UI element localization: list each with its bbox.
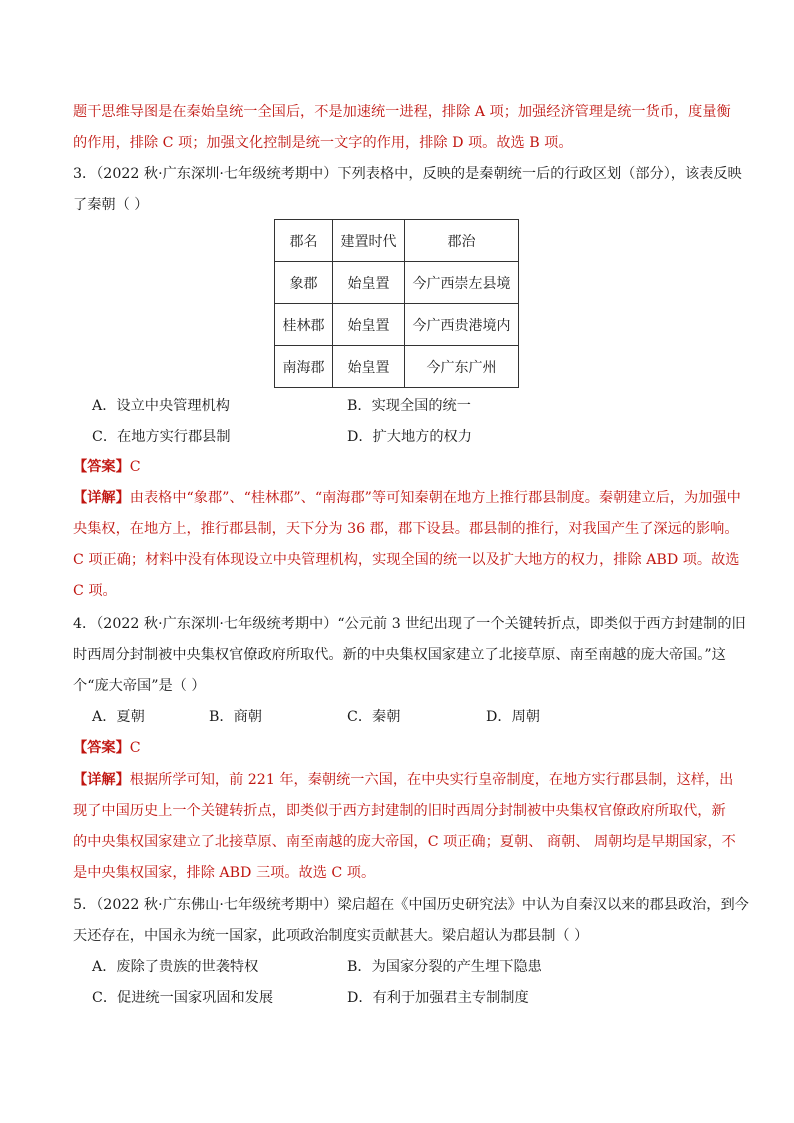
q5-option-c: C．促进统一国家巩固和发展	[92, 990, 274, 1006]
answer-value: C	[129, 740, 141, 756]
intro-line-2: 的作用，排除 C 项；加强文化控制是统一文字的作用，排除 D 项。故选 B 项。	[73, 135, 573, 151]
q4-detail-line-2: 现了中国历史上一个关键转折点，即类似于西方封建制的旧时西周分封制被中央集权官僚政府所取代，新	[73, 803, 726, 819]
q4-option-c: C．秦朝	[347, 709, 401, 725]
detail-text: 根据所学可知，前 221 年，秦朝统一六国，在中央实行皇帝制度，在地方实行郡县制，这样，出	[129, 772, 734, 788]
table-header-cell: 郡名	[275, 220, 333, 262]
table-cell: 桂林郡	[275, 304, 333, 346]
table-header-row	[275, 220, 519, 262]
q4-option-d: D．周朝	[486, 709, 540, 725]
q4-detail-line-3: 的中央集权国家建立了北接草原、南至南越的庞大帝国，C 项正确；夏朝、 商朝、 周朝均是早期国家，不	[73, 834, 736, 850]
q3-stem-line-2: 了秦朝（ ）	[73, 197, 149, 213]
q3-option-a: A．设立中央管理机构	[92, 398, 230, 414]
answer-value: C	[129, 459, 141, 475]
table-cell: 今广东广州	[405, 346, 519, 388]
table-cell: 始皇置	[333, 346, 405, 388]
q3-option-d: D．扩大地方的权力	[347, 429, 472, 445]
table-cell: 象郡	[275, 262, 333, 304]
answer-tag: 【答案】	[73, 459, 130, 475]
table-cell: 今广西贵港境内	[405, 304, 519, 346]
q3-stem-line-1: 3．（2022 秋·广东深圳·七年级统考期中）下列表格中，反映的是秦朝统一后的行政区划（部分），该表反映	[73, 166, 742, 182]
q3-option-b: B．实现全国的统一	[347, 398, 471, 414]
table-row	[275, 304, 519, 346]
q4-stem-line-2: 时西周分封制被中央集权官僚政府所取代。新的中央集权国家建立了北接草原、南至南越的庞大帝国。”这	[73, 647, 726, 663]
table-row	[275, 346, 519, 388]
table-row	[275, 262, 519, 304]
table-header-cell: 建置时代	[333, 220, 405, 262]
table-cell: 始皇置	[333, 304, 405, 346]
q5-option-b: B．为国家分裂的产生埋下隐患	[347, 959, 542, 975]
intro-line-1: 题干思维导图是在秦始皇统一全国后，不是加速统一进程，排除 A 项；加强经济管理是统一货币，度量衡	[73, 104, 731, 120]
q4-detail-line-1	[73, 770, 733, 790]
q5-stem-line-2: 天还存在，中国永为统一国家，此项政治制度实贡献甚大。梁启超认为郡县制（ ）	[73, 928, 589, 944]
q4-stem-line-3: 个“庞大帝国”是（ ）	[73, 678, 206, 694]
table-cell: 南海郡	[275, 346, 333, 388]
q4-stem-line-1: 4．（2022 秋·广东深圳·七年级统考期中）“公元前 3 世纪出现了一个关键转折点，即类似于西方封建制的旧	[73, 616, 746, 632]
q5-option-d: D．有利于加强君主专制制度	[347, 990, 529, 1006]
q3-detail-line-1	[73, 488, 741, 508]
detail-text: 由表格中“象郡”、“桂林郡”、“南海郡”等可知秦朝在地方上推行郡县制度。秦朝建立后，为加强中	[129, 490, 741, 506]
q3-option-c: C．在地方实行郡县制	[92, 429, 231, 445]
q3-detail-line-3: C 项正确；材料中没有体现设立中央管理机构，实现全国的统一以及扩大地方的权力，排除 ABD 项。故选	[73, 552, 740, 568]
table-header-cell: 郡治	[405, 220, 519, 262]
q4-detail-line-4: 是中央集权国家，排除 ABD 三项。故选 C 项。	[73, 865, 376, 881]
q5-option-a: A．废除了贵族的世袭特权	[92, 959, 259, 975]
answer-tag: 【答案】	[73, 740, 130, 756]
q5-stem-line-1: 5．（2022 秋·广东佛山·七年级统考期中）梁启超在《中国历史研究法》中认为自秦汉以来的郡县政治，到今	[73, 897, 749, 913]
detail-tag: 【详解】	[73, 490, 130, 506]
q3-detail-line-2: 央集权，在地方上，推行郡县制，天下分为 36 郡，郡下设县。郡县制的推行，对我国产生了深远的影响。	[73, 521, 739, 537]
q3-answer	[73, 457, 141, 477]
table-cell: 今广西崇左县境	[405, 262, 519, 304]
q3-detail-line-4: C 项。	[73, 583, 117, 599]
q4-option-b: B．商朝	[209, 709, 262, 725]
detail-tag: 【详解】	[73, 772, 130, 788]
q4-option-a: A．夏朝	[92, 709, 145, 725]
q4-answer	[73, 738, 141, 758]
prefecture-table	[274, 219, 519, 388]
table-cell: 始皇置	[333, 262, 405, 304]
